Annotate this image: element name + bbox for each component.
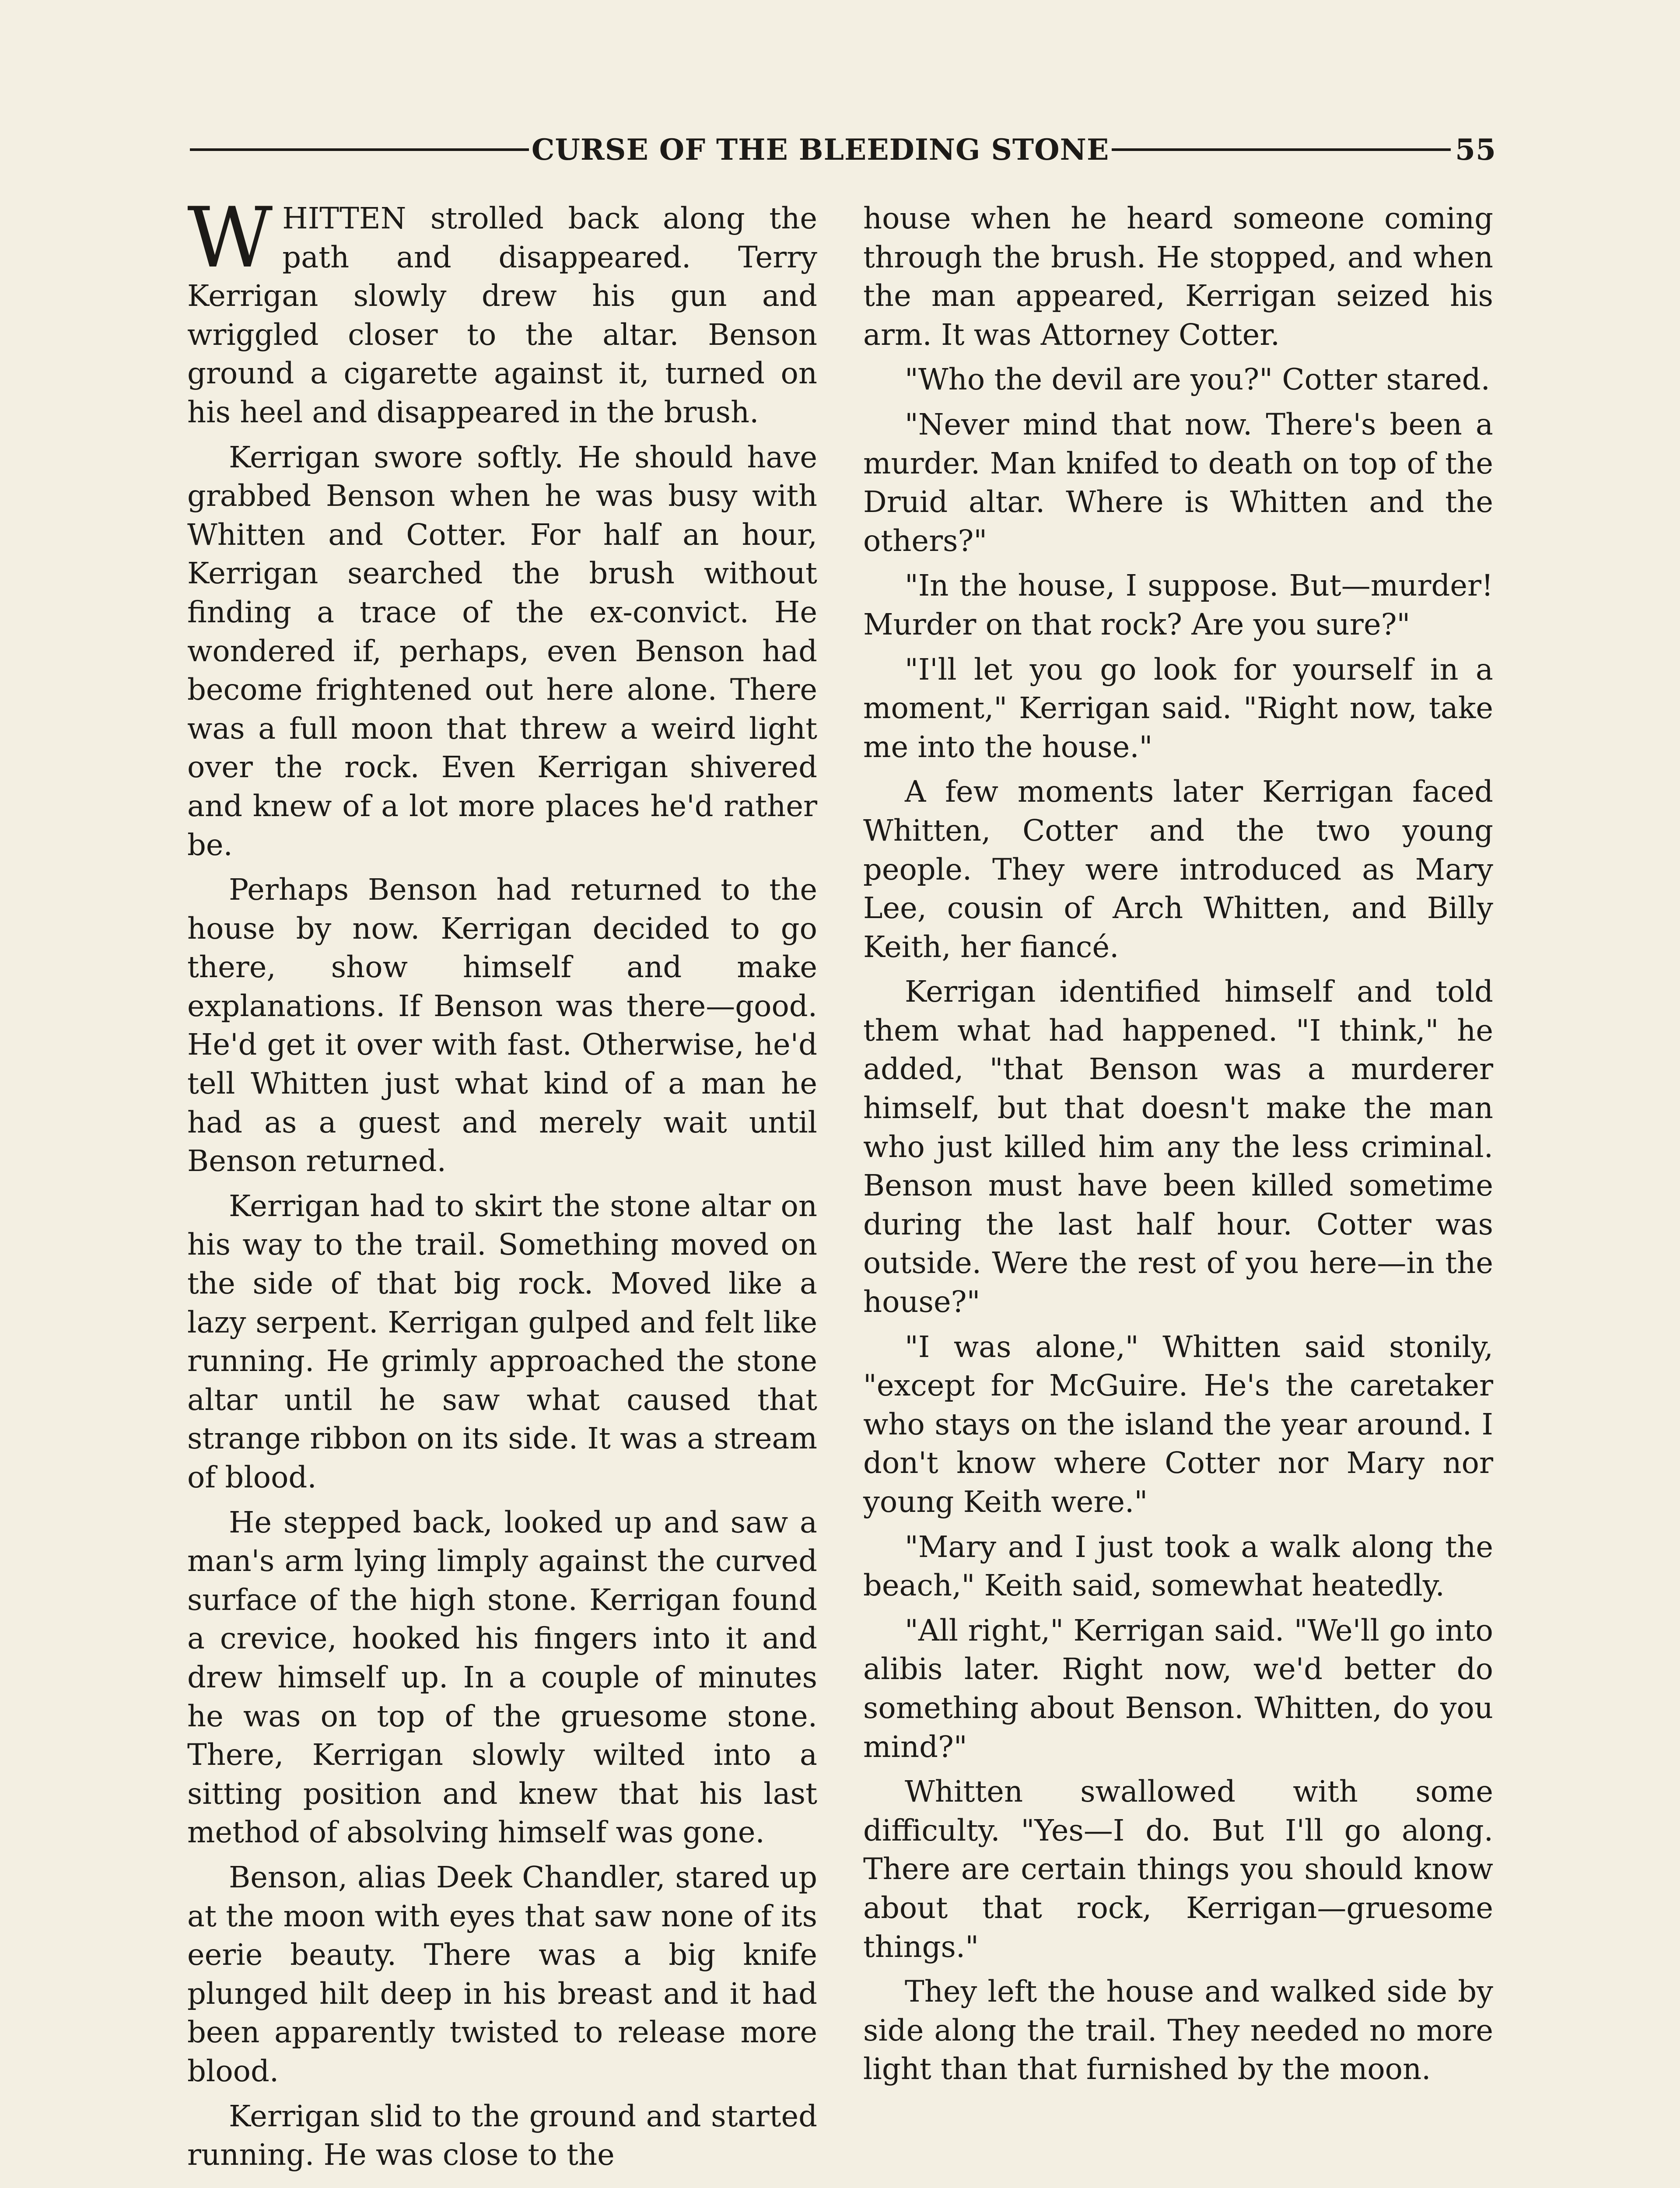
paragraph: "Mary and I just took a walk along the beach," Keith said, somewhat heatedly.	[863, 1529, 1493, 1603]
paragraph: "I was alone," Whitten said stonily, "except for McGuire. He's the caretaker who stays on the island the year around. I don't know where Cotter nor Mary nor young Keith were."	[863, 1329, 1493, 1519]
story-title: CURSE OF THE BLEEDING STONE	[531, 133, 1110, 167]
paragraph: house when he heard someone coming through the brush. He stopped, and when the man appeared, Kerrigan seized his arm. It was Attorney Cotter.	[863, 201, 1493, 352]
paragraph: "Never mind that now. There's been a murder. Man knifed to death on top of the Druid altar. Where is Whitten and the others?"	[863, 407, 1493, 558]
paragraph: Whitten swallowed with some difficulty. "Yes—I do. But I'll go along. There are certain things you should know about that rock, Kerrigan—gruesome things."	[863, 1774, 1493, 1964]
paragraph: "All right," Kerrigan said. "We'll go into alibis later. Right now, we'd better do something about Benson. Whitten, do you mind?"	[863, 1613, 1493, 1764]
paragraph: Kerrigan identified himself and told them what had happened. "I think," he added, "that Benson was a murderer himself, but that doesn't make the man who just killed him any the less criminal. Benson must have been killed sometime during the last half hour. Cotter was outside. Were the rest of you here—in the house?"	[863, 975, 1493, 1319]
paragraph: They left the house and walked side by side along the trail. They needed no more light than that furnished by the moon.	[863, 1974, 1493, 2086]
paragraph: "Who the devil are you?" Cotter stared.	[905, 362, 1490, 397]
page-number: 55	[1455, 133, 1496, 167]
right-column	[863, 199, 1493, 2095]
drop-cap: W	[187, 189, 273, 286]
paragraph: "In the house, I suppose. But—murder! Murder on that rock? Are you sure?"	[863, 568, 1493, 642]
left-column	[187, 189, 817, 2181]
paragraph-text: HITTEN strolled back along the path and disappeared. Terry Kerrigan slowly drew his gun and wriggled closer to the altar. Benson ground a cigarette against it, turned on his heel and disappeared in the brush.	[187, 201, 817, 429]
paragraph: Benson, alias Deek Chandler, stared up at the moon with eyes that saw none of its eerie beauty. There was a big knife plunged hilt deep in his breast and it had been apparently twisted to release more blood.	[187, 1860, 817, 2088]
running-header	[188, 123, 1496, 176]
paragraph: Perhaps Benson had returned to the house by now. Kerrigan decided to go there, show himself and make explanations. If Benson was there—good. He'd get it over with fast. Otherwise, he'd tell Whitten just what kind of a man he had as a guest and merely wait until Benson returned.	[187, 873, 817, 1178]
paragraph: Kerrigan had to skirt the stone altar on his way to the trail. Something moved on the side of that big rock. Moved like a lazy serpent. Kerrigan gulped and felt like running. He grimly approached the stone altar until he saw what caused that strange ribbon on its side. It was a stream of blood.	[187, 1189, 817, 1494]
paragraph: He stepped back, looked up and saw a man's arm lying limply against the curved surface of the high stone. Kerrigan found a crevice, hooked his fingers into it and drew himself up. In a couple of minutes he was on top of the gruesome stone. There, Kerrigan slowly wilted into a sitting position and knew that his last method of absolving himself was gone.	[187, 1505, 817, 1850]
paragraph: A few moments later Kerrigan faced Whitten, Cotter and the two young people. They were introduced as Mary Lee, cousin of Arch Whitten, and Billy Keith, her fiancé.	[863, 775, 1493, 964]
paragraph: Kerrigan slid to the ground and started running. He was close to the	[187, 2099, 817, 2172]
paragraph	[187, 189, 817, 432]
header-rule-right	[1112, 148, 1451, 151]
header-rule-left	[190, 148, 529, 151]
paragraph: "I'll let you go look for yourself in a moment," Kerrigan said. "Right now, take me into the house."	[863, 652, 1493, 764]
paragraph: Kerrigan swore softly. He should have grabbed Benson when he was busy with Whitten and Cotter. For half an hour, Kerrigan searched the brush without finding a trace of the ex-convict. He wondered if, perhaps, even Benson had become frightened out here alone. There was a full moon that threw a weird light over the rock. Even Kerrigan shivered and knew of a lot more places he'd rather be.	[187, 440, 817, 862]
